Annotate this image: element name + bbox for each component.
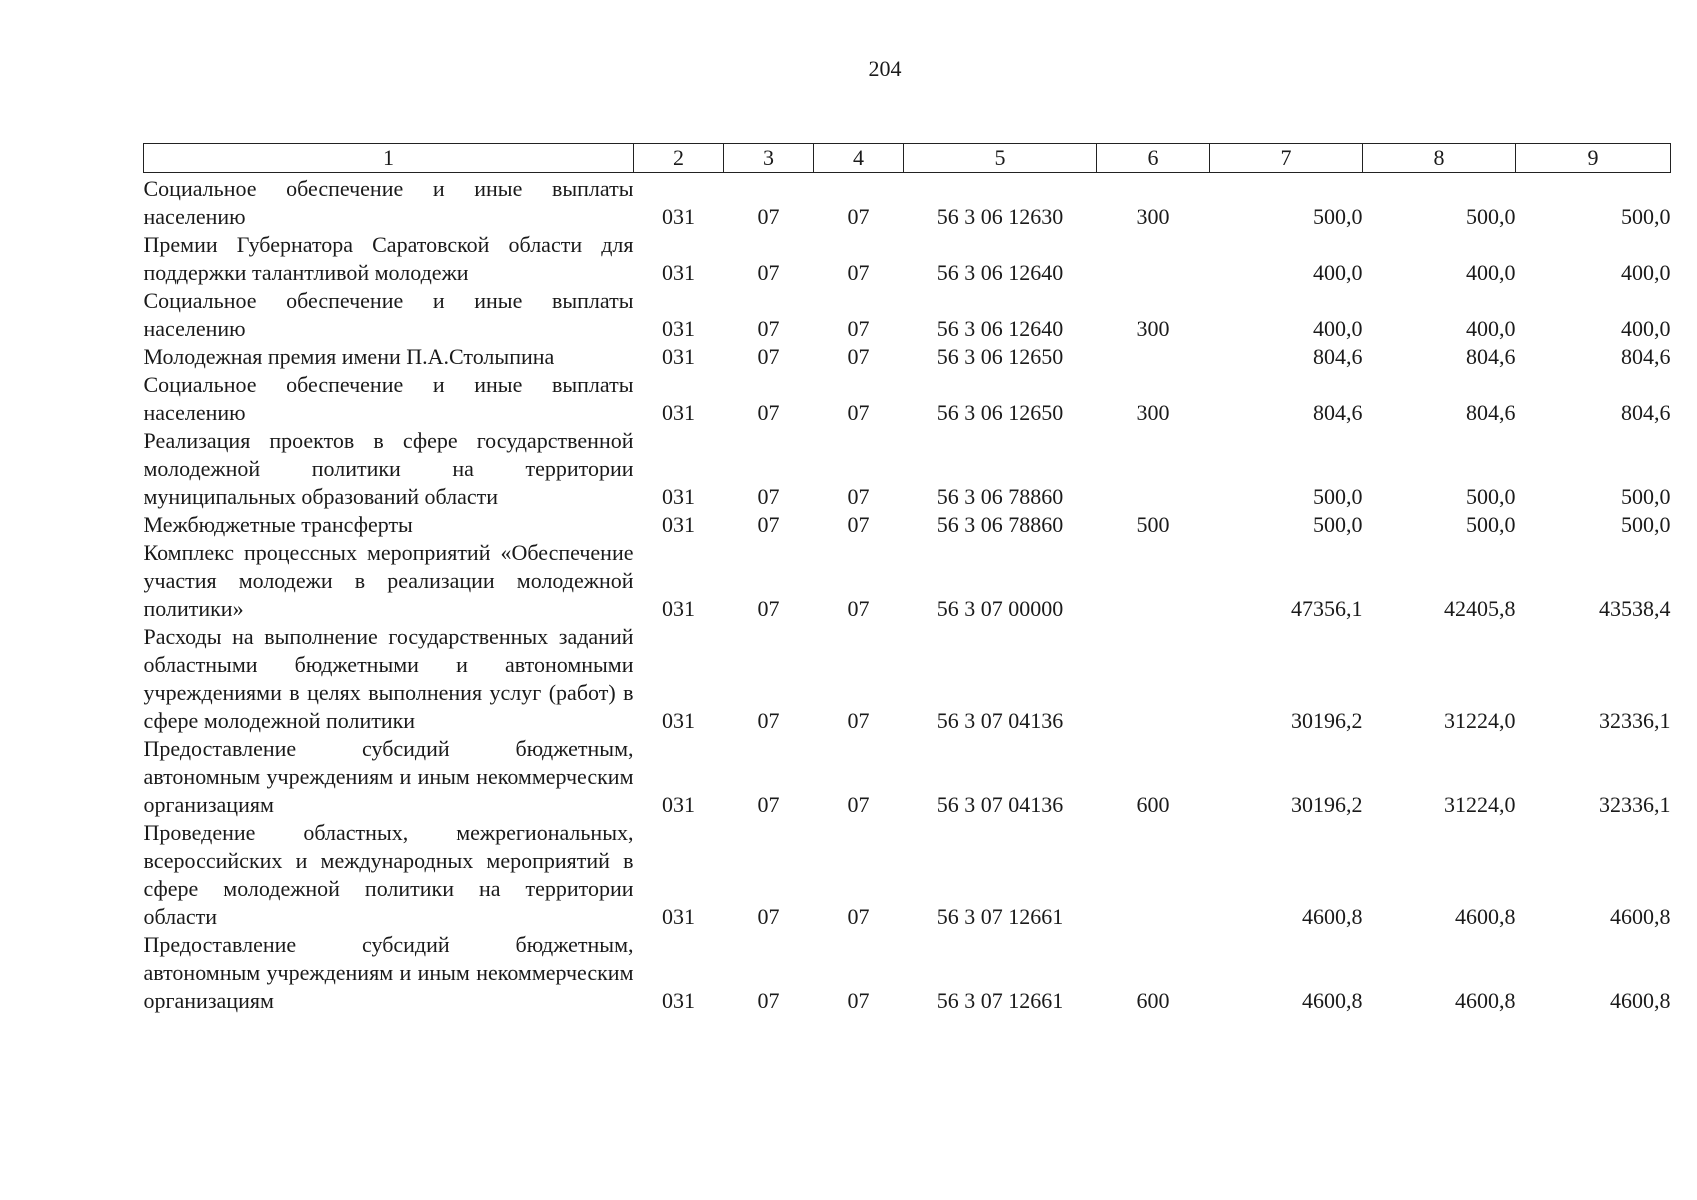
description-cell: Социальное обеспечение и иные выплаты населению — [143, 372, 634, 425]
description-cell: Проведение областных, межрегиональных, всероссийских и международных мероприятий в сфере молодежной политики на территории области — [143, 820, 634, 929]
admin-code-cell: 031 — [662, 316, 695, 341]
table-row — [144, 511, 1671, 539]
description-cell: Молодежная премия имени П.А.Столыпина — [143, 344, 555, 369]
budget-table — [143, 143, 1671, 1015]
description-cell: Межбюджетные трансферты — [143, 512, 413, 537]
column-number-header-row — [144, 144, 1671, 173]
table-row — [144, 371, 1671, 427]
table-row — [144, 539, 1671, 623]
target-article-cell: 56 3 07 12661 — [936, 904, 1064, 929]
amount-col9-cell: 500,0 — [1621, 484, 1671, 509]
table-row — [144, 819, 1671, 931]
expense-type-cell: 600 — [1136, 988, 1170, 1013]
admin-code-cell: 031 — [662, 512, 695, 537]
amount-col9-cell: 400,0 — [1621, 316, 1671, 341]
description-cell: Реализация проектов в сфере государственной молодежной политики на территории муниципальных образований области — [143, 428, 634, 509]
section-cell: 07 — [757, 904, 780, 929]
amount-col7-cell: 47356,1 — [1291, 596, 1363, 621]
section-cell: 07 — [757, 400, 780, 425]
amount-col9-cell: 4600,8 — [1610, 904, 1671, 929]
amount-col9-cell: 500,0 — [1621, 204, 1671, 229]
amount-col8-cell: 400,0 — [1466, 316, 1516, 341]
amount-col8-cell: 4600,8 — [1455, 904, 1516, 929]
expense-type-cell: 500 — [1136, 512, 1170, 537]
subsection-cell: 07 — [847, 596, 870, 621]
amount-col8-cell: 804,6 — [1466, 344, 1516, 369]
table-row — [144, 343, 1671, 371]
column-header-7: 7 — [1210, 144, 1363, 173]
target-article-cell: 56 3 07 00000 — [936, 596, 1064, 621]
section-cell: 07 — [757, 596, 780, 621]
expense-type-cell: 300 — [1136, 316, 1170, 341]
amount-col7-cell: 400,0 — [1313, 316, 1363, 341]
table-row — [144, 931, 1671, 1015]
amount-col9-cell: 400,0 — [1621, 260, 1671, 285]
amount-col7-cell: 804,6 — [1313, 400, 1363, 425]
expense-type-cell: 600 — [1136, 792, 1170, 817]
amount-col8-cell: 31224,0 — [1444, 792, 1516, 817]
section-cell: 07 — [757, 512, 780, 537]
amount-col8-cell: 4600,8 — [1455, 988, 1516, 1013]
amount-col7-cell: 30196,2 — [1291, 792, 1363, 817]
section-cell: 07 — [757, 316, 780, 341]
amount-col7-cell: 4600,8 — [1302, 988, 1363, 1013]
target-article-cell: 56 3 06 78860 — [936, 512, 1064, 537]
subsection-cell: 07 — [847, 204, 870, 229]
section-cell: 07 — [757, 204, 780, 229]
expense-type-cell: 300 — [1136, 204, 1170, 229]
amount-col7-cell: 804,6 — [1313, 344, 1363, 369]
target-article-cell: 56 3 06 12640 — [936, 260, 1064, 285]
subsection-cell: 07 — [847, 792, 870, 817]
subsection-cell: 07 — [847, 400, 870, 425]
amount-col7-cell: 500,0 — [1313, 204, 1363, 229]
admin-code-cell: 031 — [662, 792, 695, 817]
target-article-cell: 56 3 07 04136 — [936, 708, 1064, 733]
subsection-cell: 07 — [847, 512, 870, 537]
amount-col8-cell: 500,0 — [1466, 204, 1516, 229]
expense-type-cell — [1097, 427, 1210, 511]
subsection-cell: 07 — [847, 344, 870, 369]
amount-col7-cell: 30196,2 — [1291, 708, 1363, 733]
expense-type-cell — [1097, 539, 1210, 623]
amount-col8-cell: 400,0 — [1466, 260, 1516, 285]
target-article-cell: 56 3 06 12640 — [936, 316, 1064, 341]
section-cell: 07 — [757, 484, 780, 509]
expense-type-cell — [1097, 819, 1210, 931]
description-cell: Премии Губернатора Саратовской области для поддержки талантливой молодежи — [143, 232, 634, 285]
amount-col9-cell: 32336,1 — [1599, 708, 1671, 733]
description-cell: Предоставление субсидий бюджетным, автономным учреждениям и иным некоммерческим организациям — [143, 932, 634, 1013]
section-cell: 07 — [757, 792, 780, 817]
admin-code-cell: 031 — [662, 904, 695, 929]
expense-type-cell: 300 — [1136, 400, 1170, 425]
description-cell: Социальное обеспечение и иные выплаты населению — [143, 288, 634, 341]
admin-code-cell: 031 — [662, 484, 695, 509]
subsection-cell: 07 — [847, 708, 870, 733]
section-cell: 07 — [757, 988, 780, 1013]
target-article-cell: 56 3 07 04136 — [936, 792, 1064, 817]
subsection-cell: 07 — [847, 260, 870, 285]
section-cell: 07 — [757, 708, 780, 733]
subsection-cell: 07 — [847, 904, 870, 929]
column-header-5: 5 — [904, 144, 1097, 173]
column-header-9: 9 — [1516, 144, 1671, 173]
target-article-cell: 56 3 06 78860 — [936, 484, 1064, 509]
admin-code-cell: 031 — [662, 400, 695, 425]
table-row — [144, 287, 1671, 343]
table-row — [144, 623, 1671, 735]
target-article-cell: 56 3 06 12650 — [936, 344, 1064, 369]
expense-type-cell — [1097, 623, 1210, 735]
table-row — [144, 173, 1671, 232]
table-row — [144, 427, 1671, 511]
section-cell: 07 — [757, 260, 780, 285]
column-header-8: 8 — [1363, 144, 1516, 173]
amount-col9-cell: 32336,1 — [1599, 792, 1671, 817]
amount-col7-cell: 500,0 — [1313, 484, 1363, 509]
amount-col8-cell: 500,0 — [1466, 484, 1516, 509]
amount-col9-cell: 804,6 — [1621, 400, 1671, 425]
amount-col9-cell: 804,6 — [1621, 344, 1671, 369]
target-article-cell: 56 3 06 12630 — [936, 204, 1064, 229]
admin-code-cell: 031 — [662, 708, 695, 733]
description-cell: Комплекс процессных мероприятий «Обеспечение участия молодежи в реализации молодежной политики» — [143, 540, 634, 621]
amount-col7-cell: 4600,8 — [1302, 904, 1363, 929]
description-cell: Социальное обеспечение и иные выплаты населению — [143, 176, 634, 229]
amount-col8-cell: 500,0 — [1466, 512, 1516, 537]
column-header-1: 1 — [144, 144, 634, 173]
amount-col9-cell: 4600,8 — [1610, 988, 1671, 1013]
table-body — [144, 173, 1671, 1016]
expense-type-cell — [1097, 343, 1210, 371]
admin-code-cell: 031 — [662, 260, 695, 285]
section-cell: 07 — [757, 344, 780, 369]
column-header-4: 4 — [814, 144, 904, 173]
target-article-cell: 56 3 06 12650 — [936, 400, 1064, 425]
column-header-3: 3 — [724, 144, 814, 173]
amount-col7-cell: 400,0 — [1313, 260, 1363, 285]
subsection-cell: 07 — [847, 484, 870, 509]
admin-code-cell: 031 — [662, 988, 695, 1013]
admin-code-cell: 031 — [662, 204, 695, 229]
amount-col9-cell: 43538,4 — [1599, 596, 1671, 621]
description-cell: Предоставление субсидий бюджетным, автономным учреждениям и иным некоммерческим организациям — [143, 736, 634, 817]
page-number: 204 — [868, 56, 902, 81]
description-cell: Расходы на выполнение государственных заданий областными бюджетными и автономными учреждениями в целях выполнения услуг (работ) в сфере молодежной политики — [143, 624, 634, 733]
admin-code-cell: 031 — [662, 596, 695, 621]
admin-code-cell: 031 — [662, 344, 695, 369]
target-article-cell: 56 3 07 12661 — [936, 988, 1064, 1013]
amount-col9-cell: 500,0 — [1621, 512, 1671, 537]
amount-col8-cell: 804,6 — [1466, 400, 1516, 425]
amount-col8-cell: 31224,0 — [1444, 708, 1516, 733]
subsection-cell: 07 — [847, 316, 870, 341]
table-row — [144, 735, 1671, 819]
amount-col7-cell: 500,0 — [1313, 512, 1363, 537]
table-row — [144, 231, 1671, 287]
column-header-6: 6 — [1097, 144, 1210, 173]
subsection-cell: 07 — [847, 988, 870, 1013]
amount-col8-cell: 42405,8 — [1444, 596, 1516, 621]
expense-type-cell — [1097, 231, 1210, 287]
column-header-2: 2 — [634, 144, 724, 173]
